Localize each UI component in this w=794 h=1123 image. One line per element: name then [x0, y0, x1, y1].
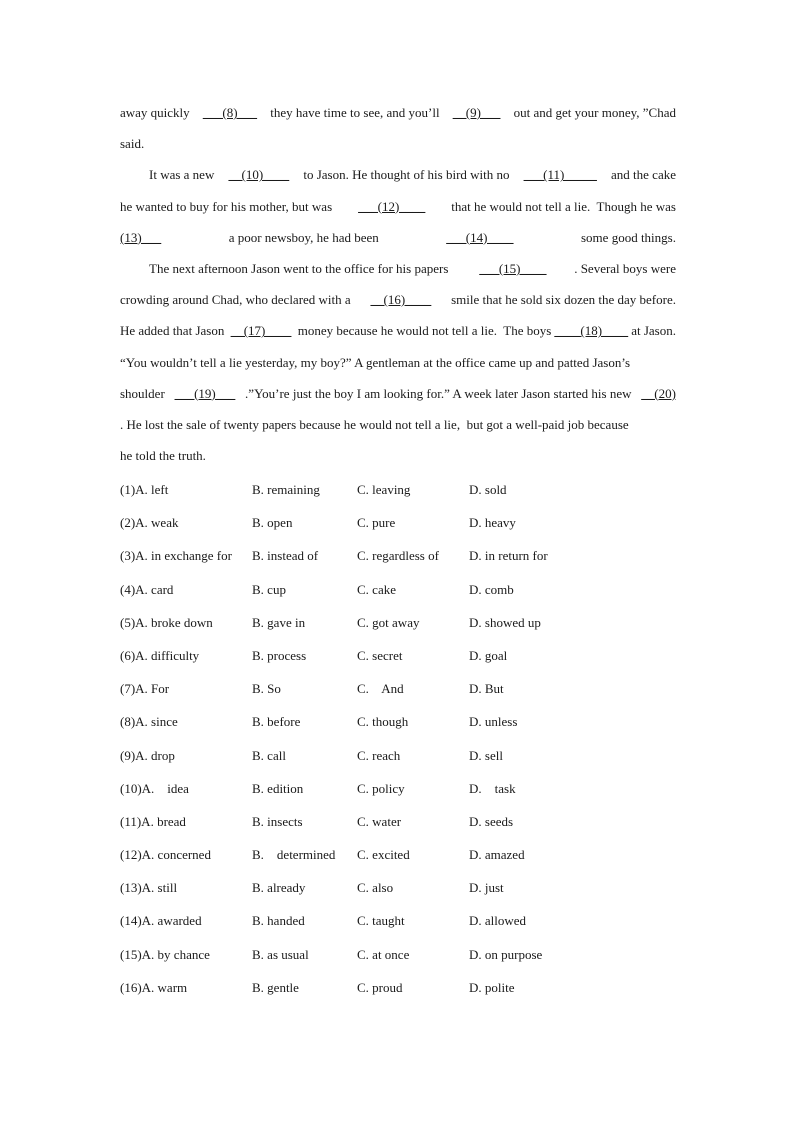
passage-text-segment: shoulder	[120, 385, 165, 401]
option-c: C. And	[357, 681, 404, 697]
option-c: C. regardless of	[357, 548, 439, 564]
option-a: (14)A. awarded	[120, 913, 202, 929]
question-options-row	[120, 705, 680, 738]
option-b: B. as usual	[252, 946, 309, 962]
passage-text-segment: . Several boys were	[574, 260, 676, 276]
question-options-row	[120, 871, 680, 904]
option-d: D. just	[469, 880, 504, 896]
passage-text-segment: money because he would not tell a lie. The boys	[294, 323, 552, 339]
passage-line	[120, 440, 676, 471]
question-options-row	[120, 971, 680, 1004]
passage-line	[120, 159, 676, 190]
option-a: (6)A. difficulty	[120, 647, 200, 663]
passage-text-segment: He added that Jason	[120, 323, 228, 339]
option-b: B. gentle	[252, 979, 299, 995]
answer-blank: __(16)____	[370, 292, 432, 308]
option-a: (15)A. by chance	[120, 946, 210, 962]
passage-text-segment: at Jason.	[631, 323, 676, 339]
question-options-row	[120, 539, 680, 572]
passage-text-segment: he wanted to buy for his mother, but was	[120, 198, 336, 214]
passage-text-segment: and the cake	[607, 167, 676, 183]
option-b: B. open	[252, 515, 293, 531]
option-c: C. cake	[357, 581, 396, 597]
option-c: C. at once	[357, 946, 410, 962]
option-d: D. comb	[469, 581, 514, 597]
answer-blank: ____(18)____	[554, 323, 629, 339]
answer-options	[120, 473, 680, 1004]
option-d: D. unless	[469, 714, 518, 730]
passage-text-segment: to Jason. He thought of his bird with no	[300, 167, 513, 183]
option-d: D. allowed	[469, 913, 527, 929]
passage-text-segment: The next afternoon Jason went to the office for his papers	[149, 260, 452, 276]
option-c: C. policy	[357, 780, 405, 796]
answer-blank: ___(11)_____	[523, 167, 597, 183]
option-d: D. goal	[469, 647, 508, 663]
option-a: (1)A. left	[120, 482, 169, 497]
option-b: B. remaining	[252, 482, 320, 497]
option-c: C. water	[357, 813, 402, 829]
answer-blank: __(10)____	[228, 167, 290, 183]
option-a: (2)A. weak	[120, 515, 179, 531]
option-c: C. reach	[357, 747, 401, 763]
answer-blank: __(20)	[641, 385, 676, 401]
option-c: C. taught	[357, 913, 405, 929]
option-c: C. pure	[357, 515, 396, 531]
option-c: C. got away	[357, 614, 420, 630]
question-options-row	[120, 606, 680, 639]
option-a: (11)A. bread	[120, 813, 186, 829]
option-b: B. So	[252, 681, 281, 697]
option-b: B. before	[252, 714, 301, 730]
question-options-row	[120, 506, 680, 539]
passage-text-segment: out and get your money, ”Chad	[510, 105, 676, 120]
question-options-row	[120, 838, 680, 871]
passage-line	[120, 284, 676, 315]
option-b: B. gave in	[252, 614, 306, 630]
passage-text	[120, 97, 676, 471]
option-d: D. showed up	[469, 614, 541, 630]
option-d: D. sold	[469, 482, 507, 497]
option-c: C. secret	[357, 647, 403, 663]
option-b: B. instead of	[252, 548, 319, 564]
option-b: B. edition	[252, 780, 304, 796]
passage-text-segment: they have time to see, and you’ll	[267, 105, 443, 120]
option-c: C. also	[357, 880, 394, 896]
passage-text-segment: a poor newsboy, he had been	[225, 229, 383, 245]
answer-blank: ___(14)____	[446, 229, 514, 245]
option-b: B. determined	[252, 847, 336, 863]
passage-text-segment: . He lost the sale of twenty papers because he would not tell a lie, but got a well-paid job because	[120, 416, 629, 432]
option-d: D. But	[469, 681, 504, 697]
question-options-row	[120, 639, 680, 672]
option-a: (8)A. since	[120, 714, 178, 730]
question-options-row	[120, 573, 680, 606]
passage-text-segment: said.	[120, 136, 145, 152]
passage-line	[120, 222, 676, 253]
option-b: B. insects	[252, 813, 303, 829]
answer-blank: ___(12)____	[358, 198, 426, 214]
passage-text-segment: smile that he sold six dozen the day before.	[447, 292, 676, 308]
passage-text-segment: he told the truth.	[120, 448, 206, 464]
option-a: (13)A. still	[120, 880, 178, 896]
answer-blank: __(17)____	[230, 323, 292, 339]
option-a: (9)A. drop	[120, 747, 175, 763]
option-a: (4)A. card	[120, 581, 174, 597]
question-options-row	[120, 473, 680, 506]
passage-line	[120, 128, 676, 159]
passage-line	[120, 347, 676, 378]
option-b: B. handed	[252, 913, 305, 929]
passage-line	[120, 191, 676, 222]
passage-text-segment: away quickly	[120, 105, 193, 120]
passage-line	[120, 409, 676, 440]
answer-blank: (13)___	[120, 229, 162, 245]
question-options-row	[120, 805, 680, 838]
option-b: B. already	[252, 880, 306, 896]
answer-blank: __(9)___	[452, 105, 501, 120]
option-c: C. excited	[357, 847, 410, 863]
question-options-row	[120, 938, 680, 971]
passage-text-segment: “You wouldn’t tell a lie yesterday, my boy?” A gentleman at the office came up and patted Jason’s	[120, 354, 631, 370]
option-a: (12)A. concerned	[120, 847, 211, 863]
option-c: C. proud	[357, 979, 403, 995]
option-a: (7)A. For	[120, 681, 170, 697]
passage-line	[120, 97, 676, 128]
option-d: D. seeds	[469, 813, 514, 829]
option-b: B. process	[252, 647, 307, 663]
option-d: D. in return for	[469, 548, 548, 564]
option-d: D. amazed	[469, 847, 525, 863]
passage-text-segment: some good things.	[577, 229, 676, 245]
answer-blank: ___(15)____	[479, 260, 547, 276]
passage-line	[120, 378, 676, 409]
option-d: D. task	[469, 780, 516, 796]
option-a: (3)A. in exchange for	[120, 548, 232, 564]
option-d: D. heavy	[469, 515, 516, 531]
question-options-row	[120, 672, 680, 705]
option-b: B. cup	[252, 581, 286, 597]
option-c: C. though	[357, 714, 409, 730]
option-c: C. leaving	[357, 482, 411, 497]
option-b: B. call	[252, 747, 286, 763]
option-d: D. sell	[469, 747, 503, 763]
option-d: D. polite	[469, 979, 515, 995]
option-d: D. on purpose	[469, 946, 543, 962]
answer-blank: ___(19)___	[174, 385, 236, 401]
option-a: (16)A. warm	[120, 979, 188, 995]
passage-line	[120, 315, 676, 346]
question-options-row	[120, 739, 680, 772]
question-options-row	[120, 904, 680, 937]
answer-blank: ___(8)___	[202, 105, 258, 120]
passage-text-segment: that he would not tell a lie. Though he was	[448, 198, 676, 214]
passage-text-segment: crowding around Chad, who declared with a	[120, 292, 354, 308]
option-a: (5)A. broke down	[120, 614, 213, 630]
question-options-row	[120, 772, 680, 805]
option-a: (10)A. idea	[120, 780, 189, 796]
passage-line	[120, 253, 676, 284]
passage-text-segment: It was a new	[149, 167, 218, 183]
passage-text-segment: .”You’re just the boy I am looking for.” A week later Jason started his new	[245, 385, 632, 401]
